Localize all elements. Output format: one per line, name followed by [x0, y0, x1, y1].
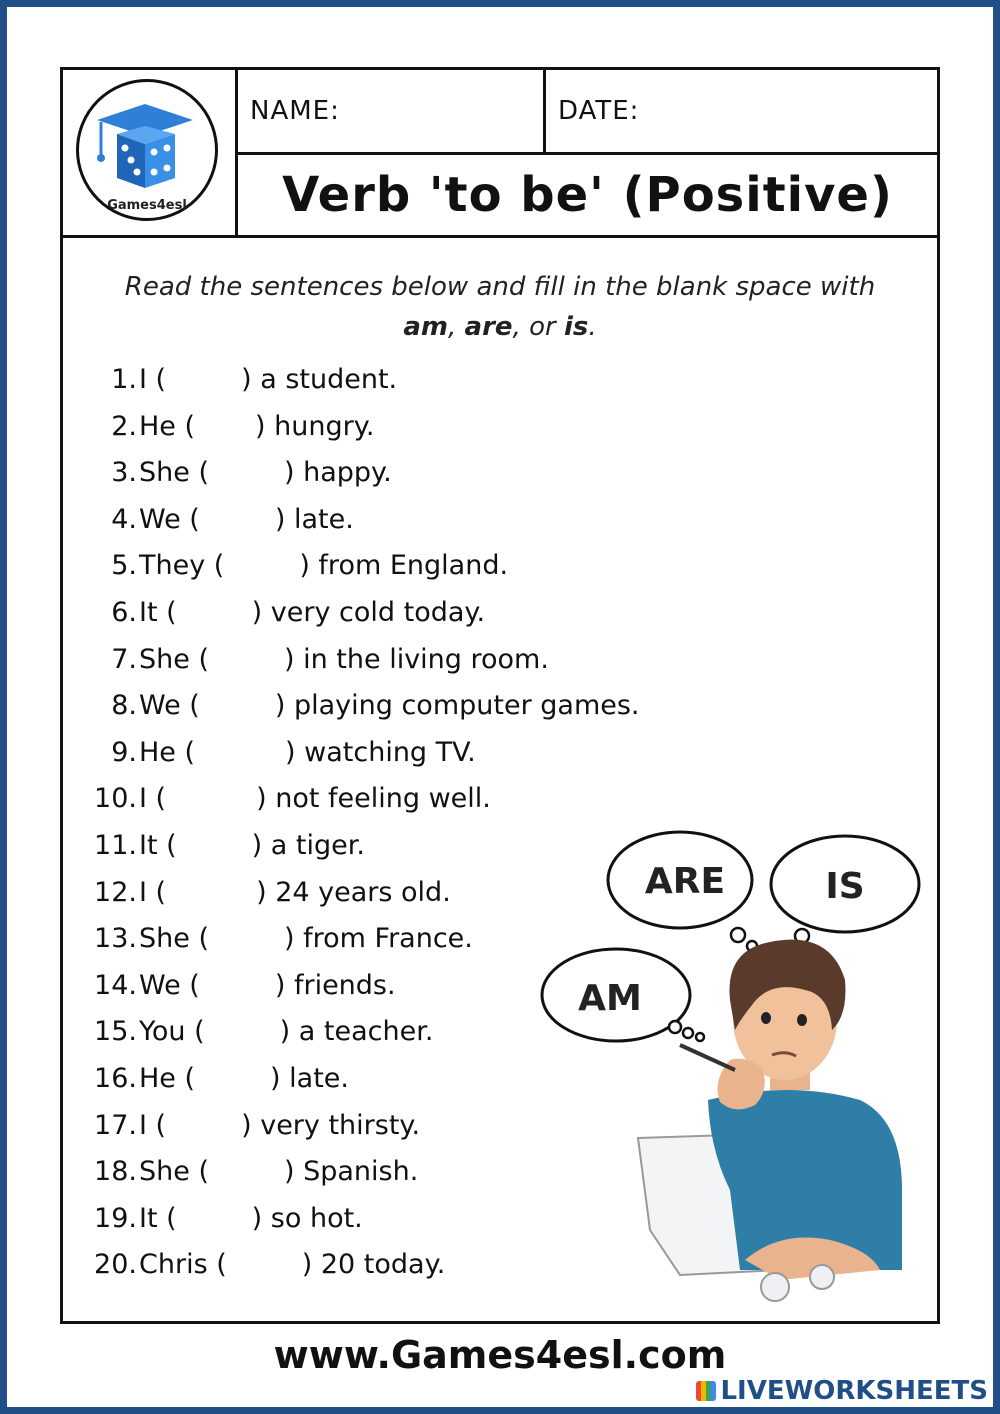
- item-subject: They (: [139, 550, 225, 582]
- exercise-item: [63, 500, 663, 540]
- item-rest: ) a student.: [241, 364, 398, 395]
- graduation-dice-icon: [79, 86, 215, 196]
- exercise-item: [63, 733, 663, 773]
- instructions-line-1: Read the sentences below and fill in the blank space with: [124, 272, 876, 302]
- item-number: 1.: [111, 364, 137, 395]
- item-rest: ) from England.: [299, 550, 509, 582]
- item-number: 13.: [94, 923, 137, 955]
- item-number: 17.: [94, 1109, 137, 1141]
- item-subject: We (: [139, 690, 200, 722]
- item-subject: He (: [139, 410, 196, 442]
- thinking-boy-illustration: [530, 830, 930, 1310]
- item-subject: She (: [139, 643, 209, 675]
- item-sentence: [139, 826, 365, 866]
- item-number: 4.: [111, 503, 137, 535]
- item-sentence: [139, 686, 640, 726]
- item-subject: It (: [139, 597, 177, 628]
- item-subject: I (: [139, 876, 167, 908]
- bubble-is-text: IS: [825, 866, 865, 907]
- item-subject: I (: [139, 364, 167, 395]
- item-sentence: [139, 1152, 418, 1192]
- item-sentence: [139, 453, 392, 493]
- worksheet-header: [63, 70, 937, 238]
- item-rest: ) 24 years old.: [256, 876, 451, 908]
- exercise-item: [63, 686, 663, 726]
- item-sentence: [139, 1059, 349, 1099]
- item-subject: She (: [139, 1156, 209, 1188]
- option-is: is: [563, 312, 589, 342]
- exercise-item: [63, 593, 663, 633]
- item-rest: ) from France.: [283, 923, 473, 955]
- item-rest: ) a tiger.: [251, 830, 365, 861]
- watermark-text: LIVEWORKSHEETS: [720, 1376, 988, 1406]
- right-eye: [797, 1014, 807, 1026]
- bubble-am-text: AM: [578, 978, 642, 1019]
- item-subject: You (: [139, 1016, 205, 1048]
- item-subject: It (: [139, 830, 177, 861]
- item-number: 18.: [94, 1156, 137, 1188]
- date-field[interactable]: [546, 70, 937, 155]
- exercise-item: [63, 407, 663, 447]
- exercise-item: [63, 546, 663, 586]
- name-field[interactable]: [238, 70, 546, 155]
- item-number: 11.: [94, 830, 137, 861]
- item-sentence: [139, 733, 476, 773]
- item-number: 3.: [111, 457, 137, 489]
- item-subject: He (: [139, 736, 196, 768]
- option-are: are: [464, 312, 513, 342]
- item-number: 14.: [94, 969, 137, 1001]
- item-subject: I (: [139, 783, 167, 815]
- instructions: [63, 267, 937, 347]
- left-eye: [761, 1012, 771, 1024]
- item-rest: ) not feeling well.: [256, 783, 491, 815]
- item-rest: ) very cold today.: [251, 597, 486, 628]
- item-rest: ) watching TV.: [285, 736, 476, 768]
- item-number: 9.: [111, 736, 137, 768]
- liveworksheets-watermark: [696, 1376, 988, 1406]
- item-rest: ) playing computer games.: [274, 690, 640, 722]
- item-subject: It (: [139, 1202, 177, 1234]
- item-sentence: [139, 873, 451, 913]
- name-label: NAME:: [250, 96, 340, 126]
- item-rest: ) very thirsty.: [241, 1109, 421, 1141]
- item-sentence: [139, 1106, 420, 1146]
- item-sentence: [139, 640, 549, 680]
- item-sentence: [139, 1245, 445, 1285]
- item-number: 8.: [111, 690, 137, 722]
- item-sentence: [139, 1012, 433, 1052]
- item-rest: ) a teacher.: [279, 1016, 434, 1048]
- item-sentence: [139, 360, 397, 400]
- item-rest: ) friends.: [274, 969, 396, 1001]
- item-rest: ) late.: [274, 503, 354, 535]
- date-label: DATE:: [558, 96, 640, 126]
- separator: , or: [512, 312, 556, 342]
- separator: ,: [448, 312, 457, 342]
- liveworksheets-logo-icon: [696, 1381, 716, 1401]
- exercise-item: [63, 453, 663, 493]
- item-sentence: [139, 593, 485, 633]
- item-number: 7.: [111, 643, 137, 675]
- item-sentence: [139, 546, 508, 586]
- item-number: 10.: [94, 783, 137, 815]
- bubble-are-text: ARE: [644, 861, 726, 902]
- item-sentence: [139, 407, 374, 447]
- item-number: 20.: [94, 1249, 137, 1281]
- option-am: am: [403, 312, 449, 342]
- item-subject: I (: [139, 1109, 167, 1141]
- item-rest: ) so hot.: [251, 1202, 363, 1234]
- item-number: 15.: [94, 1016, 137, 1048]
- exercise-item: [63, 640, 663, 680]
- item-rest: ) happy.: [283, 457, 392, 489]
- worksheet-title: Verb 'to be' (Positive): [282, 167, 893, 223]
- item-subject: We (: [139, 969, 200, 1001]
- item-sentence: [139, 500, 354, 540]
- item-rest: ) in the living room.: [283, 643, 549, 675]
- item-subject: She (: [139, 923, 209, 955]
- footer-url[interactable]: www.Games4esl.com: [273, 1333, 727, 1377]
- separator: .: [588, 312, 597, 342]
- item-subject: Chris (: [139, 1249, 227, 1281]
- item-sentence: [139, 779, 491, 819]
- logo: [76, 79, 218, 221]
- item-subject: He (: [139, 1063, 196, 1094]
- item-number: 6.: [111, 597, 137, 628]
- exercise-item: [63, 779, 663, 819]
- pencil: [680, 1045, 735, 1070]
- item-rest: ) Spanish.: [283, 1156, 419, 1188]
- item-number: 19.: [94, 1202, 137, 1234]
- item-number: 16.: [94, 1063, 137, 1094]
- item-subject: We (: [139, 503, 200, 535]
- item-rest: ) hungry.: [255, 410, 375, 442]
- logo-text: Games4esl: [107, 198, 187, 213]
- logo-cell: [63, 70, 238, 235]
- item-rest: ) late.: [270, 1063, 349, 1094]
- item-rest: ) 20 today.: [301, 1249, 446, 1281]
- item-sentence: [139, 1199, 363, 1239]
- item-sentence: [139, 919, 473, 959]
- exercise-item: [63, 360, 663, 400]
- item-sentence: [139, 966, 396, 1006]
- instructions-line-2: [63, 307, 937, 347]
- item-number: 2.: [111, 410, 137, 442]
- item-subject: She (: [139, 457, 209, 489]
- item-number: 12.: [94, 876, 137, 908]
- item-number: 5.: [111, 550, 137, 582]
